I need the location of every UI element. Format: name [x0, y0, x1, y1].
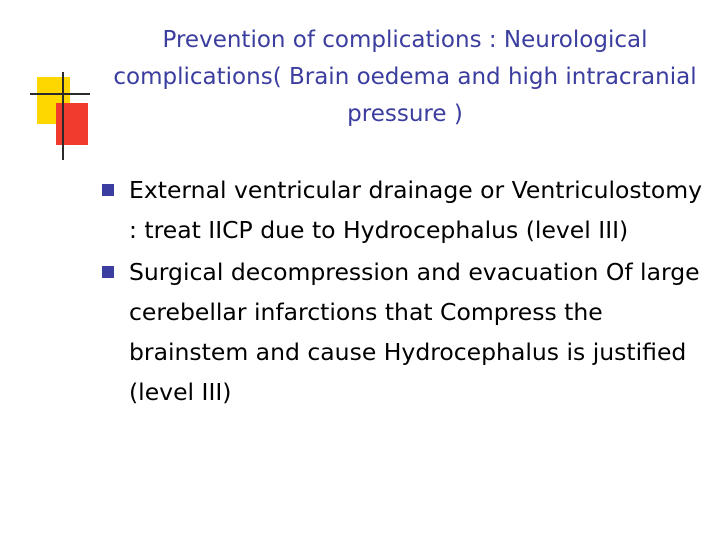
bullet-text: External ventricular drainage or Ventriculostomy : treat IICP due to Hydrocephalus (level III) — [129, 176, 703, 244]
bullet-item — [98, 252, 703, 412]
square-bullet-icon — [102, 184, 114, 196]
slide-title: Prevention of complications : Neurological complications( Brain oedema and high intracranial pressure ) — [113, 27, 697, 127]
bullet-list — [98, 170, 703, 414]
bullet-item — [98, 170, 703, 250]
decorative-vertical-line — [62, 72, 64, 160]
bullet-text: Surgical decompression and evacuation Of large cerebellar infarctions that Compress the brainstem and cause Hydrocephalus is justified (level III) — [129, 258, 700, 406]
decorative-red-square — [56, 103, 88, 145]
square-bullet-icon — [102, 266, 114, 278]
decorative-horizontal-line — [30, 93, 90, 95]
